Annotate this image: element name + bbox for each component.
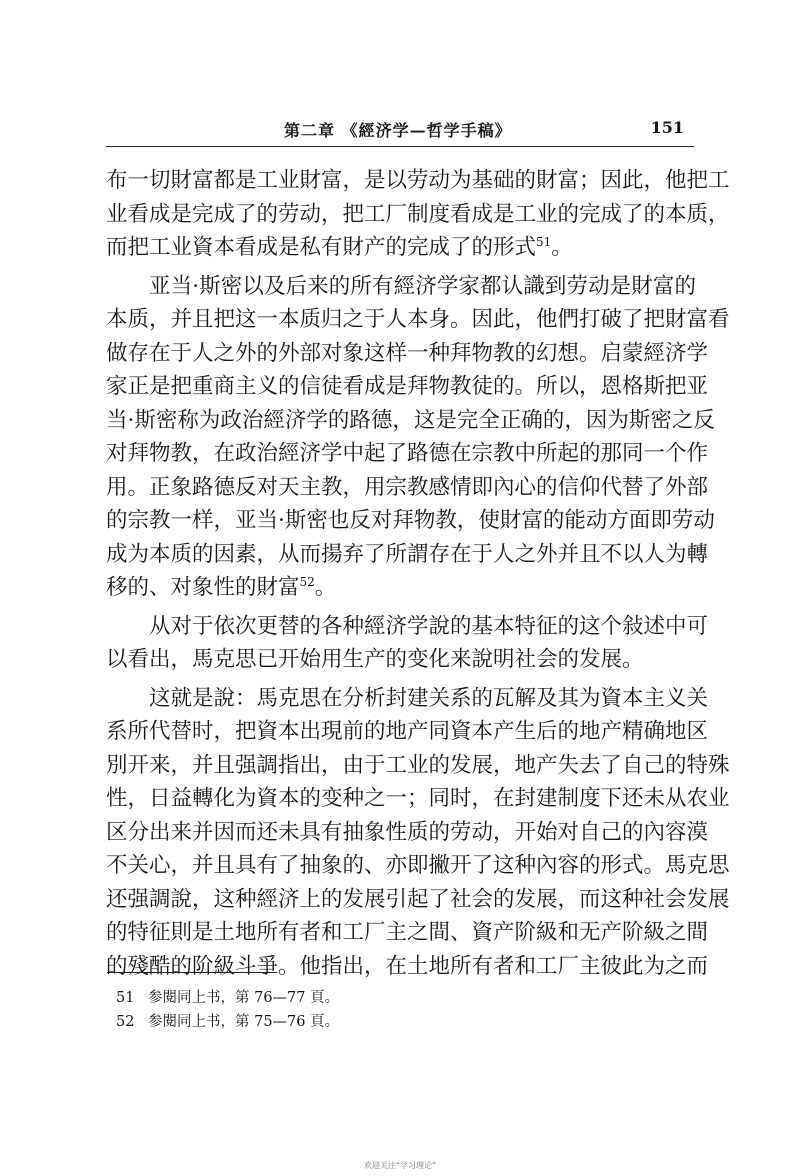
line-text: 系所代替时，把資本出現前的地产同資本产生后的地产精确地区 [106, 719, 709, 744]
text-line [106, 164, 730, 198]
line-text: 从对于依次更替的各种經济学說的基本特征的这个敍述中可 [149, 613, 709, 639]
line-text: 对拜物教，在政治經济学中起了路德在宗教中所起的那同一个作 [106, 441, 709, 466]
text-line [106, 715, 709, 749]
line-text: 性，日益轉化为資本的变种之一；同时，在封建制度下还未从农业 [106, 786, 730, 811]
text-line [106, 370, 709, 404]
footnote-item [116, 986, 516, 1010]
line-text: 业看成是完成了的劳动，把工厂制度看成是工业的完成了的本质， [106, 201, 730, 227]
body-text [106, 164, 730, 988]
line-text: 区分出来并因而还未具有抽象性质的劳动，开始对自己的內容漠 [106, 819, 709, 845]
text-line [106, 404, 715, 438]
line-text: 还强調說，这种經济上的发展引起了社会的发展，而这种社会发展 [106, 886, 730, 912]
watermark-text: 欢迎关注“学习理论” [363, 1161, 437, 1170]
line-punctuation: 。 [314, 575, 337, 600]
text-line [106, 337, 709, 371]
text-line [106, 270, 696, 304]
footnotes [116, 986, 516, 1034]
page-number: 151 [650, 118, 684, 137]
line-text: 亚当·斯密以及后来的所有經济学家都认識到劳动是財富的 [149, 273, 696, 299]
line-text: 以看出，馬克思已开始用生产的变化来說明社会的发展。 [106, 647, 644, 672]
text-line [106, 198, 730, 232]
line-text: 的殘酷的阶級斗爭。他指出，在土地所有者和工厂主彼此为之而 [106, 953, 709, 979]
line-text: 家正是把重商主义的信徒看成是拜物教徒的。所以，恩格斯把亚 [106, 374, 709, 399]
line-text: 的特征則是土地所有者和工厂主之間、資产阶級和无产阶級之間 [106, 920, 709, 945]
text-line [106, 950, 709, 984]
text-line [106, 610, 709, 644]
text-line [106, 749, 730, 783]
paragraph [106, 682, 730, 984]
line-text: 而把工业資本看成是私有財产的完成了的形式 [106, 235, 537, 260]
line-text: 做存在于人之外的外部对象这样一种拜物教的幻想。启蒙經济学 [106, 340, 709, 366]
running-head [106, 116, 694, 146]
text-line [106, 849, 730, 883]
line-text: 当·斯密称为政治經济学的路德，这是完全正确的，因为斯密之反 [106, 407, 715, 433]
text-line [106, 538, 709, 572]
text-line [106, 883, 730, 917]
line-text: 的宗教一样，亚当·斯密也反对拜物教，使財富的能动方面即劳动 [106, 508, 715, 533]
header-rule [106, 146, 694, 147]
footnote-reference[interactable]: 51 [536, 234, 552, 249]
text-line [106, 231, 696, 265]
running-title: 第二章 《經济学—哲学手稿》 [284, 121, 512, 140]
paragraph [106, 270, 730, 605]
line-text: 布一切財富都是工业財富，是以劳动为基础的財富；因此，他把工 [106, 168, 730, 193]
footnote-text: 参閱同上书，第 75—76 頁。 [148, 1014, 340, 1030]
footnote-number: 52 [116, 1014, 135, 1030]
line-text: 用。正象路德反对天主教，用宗教感情即內心的信仰代替了外部 [106, 474, 709, 500]
paragraph [106, 610, 709, 677]
text-line [106, 303, 730, 337]
line-punctuation: 。 [551, 235, 573, 260]
line-text: 移的、对象性的財富 [106, 575, 300, 600]
paragraph [106, 164, 730, 265]
text-line [106, 682, 709, 716]
line-text: 不关心，并且具有了抽象的、亦即撇开了这种內容的形式。馬克思 [106, 853, 730, 878]
text-line [106, 782, 730, 816]
line-text: 成为本质的因素，从而揚弃了所謂存在于人之外并且不以人为轉 [106, 541, 709, 567]
text-line [106, 504, 715, 538]
line-text: 別开来，并且强調指出，由于工业的发展，地产失去了自己的特殊 [106, 752, 730, 778]
text-line [106, 571, 696, 605]
footnote-number: 51 [116, 990, 135, 1006]
text-line [106, 816, 709, 850]
line-text: 本质，并且把这一本质归之于人本身。因此，他們打破了把財富看 [106, 307, 730, 332]
text-line [106, 643, 696, 677]
text-line [106, 471, 709, 505]
line-text: 这就是說：馬克思在分析封建关系的瓦解及其为資本主义关 [149, 685, 709, 711]
text-line [106, 437, 709, 471]
footnote-text: 参閱同上书，第 76—77 頁。 [148, 990, 340, 1006]
text-line [106, 916, 709, 950]
footnote-rule [107, 972, 277, 973]
footnote-reference[interactable]: 52 [299, 574, 315, 589]
footnote-item [116, 1010, 516, 1034]
